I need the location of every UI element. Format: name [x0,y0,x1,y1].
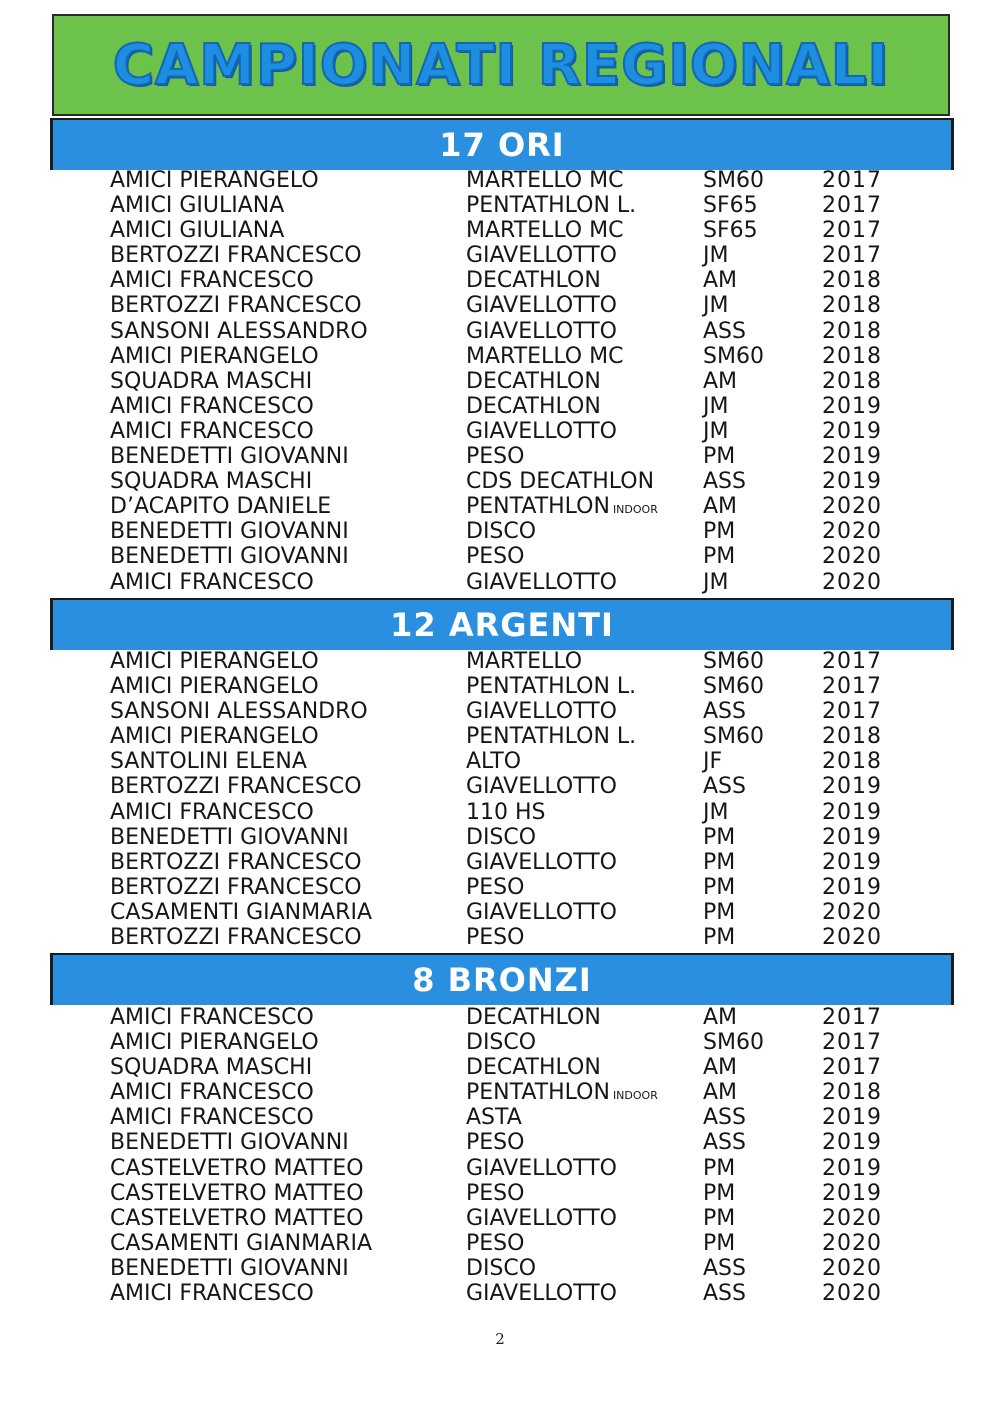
year: 2017 [822,168,882,193]
athlete-name: AMICI PIERANGELO [110,343,319,369]
table-row [0,268,1000,293]
event-cell [466,1105,522,1130]
event-cell [466,749,521,774]
table-row [0,850,1000,875]
category: PM [703,899,736,925]
category: PM [703,874,736,900]
event-cell [466,925,524,950]
athlete-name: CASAMENTI GIANMARIA [110,899,372,925]
athlete-name: AMICI PIERANGELO [110,168,319,193]
section-header-bronze [50,953,954,1005]
event-cell [466,1005,601,1030]
section-header-silver [50,598,954,650]
athlete-name: AMICI FRANCESCO [110,268,314,294]
event-cell [466,800,546,825]
event-name: MARTELLO MC [466,218,624,244]
table-row [0,1105,1000,1130]
event-cell [466,193,636,218]
event-name: DISCO [466,824,537,850]
section-heading: 12 ARGENTI [390,606,614,644]
event-cell [466,369,601,394]
year: 2019 [822,1155,882,1181]
table-row [0,1206,1000,1231]
event-name: 110 HS [466,799,546,825]
event-name: PENTATHLON L. [466,724,637,750]
athlete-name: AMICI PIERANGELO [110,649,319,674]
category: AM [703,1005,738,1030]
event-name: GIAVELLOTTO [466,1155,617,1181]
athlete-name: SQUADRA MASCHI [110,368,313,394]
year: 2019 [822,774,882,800]
athlete-name: AMICI PIERANGELO [110,674,319,700]
year: 2017 [822,1055,882,1081]
table-row [0,243,1000,268]
event-cell [466,825,536,850]
event-name: GIAVELLOTTO [466,699,617,725]
event-name: GIAVELLOTTO [466,849,617,875]
year: 2017 [822,1030,882,1056]
year: 2018 [822,368,882,394]
table-row [0,1055,1000,1080]
year: 2018 [822,749,882,775]
event-cell [466,319,617,344]
table-row [0,1005,1000,1030]
event-cell [466,774,617,799]
year: 2019 [822,1180,882,1206]
year: 2018 [822,293,882,319]
table-row [0,1256,1000,1281]
event-cell [466,850,617,875]
year: 2020 [822,569,882,595]
year: 2020 [822,925,882,951]
table-row [0,1030,1000,1055]
event-cell [466,519,536,544]
event-name: PESO [466,544,525,570]
table-row [0,444,1000,469]
category: AM [703,1055,738,1081]
year: 2020 [822,1205,882,1231]
event-name: CDS DECATHLON [466,469,655,495]
year: 2019 [822,418,882,444]
category: ASS [703,1130,746,1156]
event-cell [466,344,623,369]
table-row [0,749,1000,774]
category: PM [703,1155,736,1181]
category: PM [703,1230,736,1256]
table-row [0,875,1000,900]
event-note: INDOOR [612,503,658,517]
section-heading: 8 BRONZI [412,961,592,999]
year: 2017 [822,699,882,725]
event-cell [466,1156,617,1181]
category: SM60 [703,168,764,193]
year: 2017 [822,674,882,700]
category: AM [703,494,738,520]
table-row [0,570,1000,595]
table-row [0,925,1000,950]
table-row [0,293,1000,318]
results-list-gold [0,168,1000,595]
category: ASS [703,774,746,800]
event-cell [466,1080,658,1108]
table-row [0,900,1000,925]
event-cell [466,674,636,699]
table-row [0,1281,1000,1306]
category: SM60 [703,724,764,750]
event-cell [466,570,617,595]
event-cell [466,1256,536,1281]
athlete-name: AMICI FRANCESCO [110,418,314,444]
table-row [0,544,1000,569]
event-name: GIAVELLOTTO [466,1205,617,1231]
event-name: PENTATHLON L. [466,674,637,700]
category: JM [703,418,729,444]
event-name: PESO [466,1180,525,1206]
category: ASS [703,699,746,725]
event-name: MARTELLO MC [466,343,624,369]
table-row [0,168,1000,193]
athlete-name: BENEDETTI GIOVANNI [110,1130,349,1156]
event-name: GIAVELLOTTO [466,418,617,444]
category: AM [703,368,738,394]
category: PM [703,824,736,850]
event-name: GIAVELLOTTO [466,243,617,269]
event-name: GIAVELLOTTO [466,569,617,595]
athlete-name: BERTOZZI FRANCESCO [110,849,362,875]
event-cell [466,444,524,469]
athlete-name: AMICI FRANCESCO [110,393,314,419]
category: SF65 [703,193,758,219]
event-cell [466,724,636,749]
event-cell [466,394,601,419]
table-row [0,774,1000,799]
event-cell [466,268,601,293]
year: 2019 [822,444,882,470]
year: 2020 [822,544,882,570]
year: 2019 [822,874,882,900]
athlete-name: BERTOZZI FRANCESCO [110,874,362,900]
athlete-name: SQUADRA MASCHI [110,1055,313,1081]
table-row [0,494,1000,519]
year: 2018 [822,268,882,294]
event-name: DECATHLON [466,1055,601,1081]
athlete-name: D’ACAPITO DANIELE [110,494,332,520]
table-row [0,1156,1000,1181]
event-name: GIAVELLOTTO [466,899,617,925]
event-cell [466,218,623,243]
event-name: PENTATHLON [466,494,610,520]
year: 2020 [822,1255,882,1281]
table-row [0,1231,1000,1256]
category: PM [703,925,736,951]
table-row [0,1181,1000,1206]
athlete-name: BENEDETTI GIOVANNI [110,824,349,850]
athlete-name: BENEDETTI GIOVANNI [110,444,349,470]
category: ASS [703,1281,746,1307]
category: SM60 [703,649,764,674]
athlete-name: AMICI FRANCESCO [110,569,314,595]
year: 2020 [822,899,882,925]
page-number: 2 [495,1330,505,1348]
section-heading: 17 ORI [439,126,565,164]
event-note: INDOOR [612,1089,658,1103]
event-name: PENTATHLON [466,1080,610,1106]
athlete-name: CASTELVETRO MATTEO [110,1205,364,1231]
category: PM [703,849,736,875]
athlete-name: BERTOZZI FRANCESCO [110,925,362,951]
category: ASS [703,1105,746,1131]
event-cell [466,243,617,268]
category: ASS [703,318,746,344]
event-name: MARTELLO MC [466,168,624,193]
table-row [0,319,1000,344]
year: 2020 [822,1281,882,1307]
year: 2019 [822,469,882,495]
event-name: PESO [466,925,525,951]
category: JM [703,569,729,595]
table-row [0,649,1000,674]
category: AM [703,1080,738,1106]
athlete-name: CASTELVETRO MATTEO [110,1155,364,1181]
event-name: DISCO [466,1255,537,1281]
event-cell [466,1030,536,1055]
athlete-name: BENEDETTI GIOVANNI [110,519,349,545]
category: PM [703,1180,736,1206]
year: 2019 [822,824,882,850]
event-cell [466,419,617,444]
category: SM60 [703,343,764,369]
results-list-silver [0,649,1000,950]
event-cell [466,1281,617,1306]
athlete-name: AMICI FRANCESCO [110,799,314,825]
category: JM [703,243,729,269]
event-name: PESO [466,874,525,900]
event-cell [466,1181,524,1206]
year: 2019 [822,849,882,875]
athlete-name: SANSONI ALESSANDRO [110,699,368,725]
year: 2017 [822,1005,882,1030]
athlete-name: CASAMENTI GIANMARIA [110,1230,372,1256]
event-name: GIAVELLOTTO [466,318,617,344]
event-cell [466,699,617,724]
event-cell [466,900,617,925]
event-cell [466,469,654,494]
athlete-name: AMICI FRANCESCO [110,1105,314,1131]
athlete-name: SANTOLINI ELENA [110,749,307,775]
athlete-name: SANSONI ALESSANDRO [110,318,368,344]
year: 2017 [822,243,882,269]
athlete-name: AMICI GIULIANA [110,218,285,244]
category: PM [703,544,736,570]
event-cell [466,1231,524,1256]
category: ASS [703,469,746,495]
year: 2019 [822,799,882,825]
page-title: CAMPIONATI REGIONALI [112,32,890,98]
year: 2019 [822,1130,882,1156]
event-cell [466,1206,617,1231]
table-row [0,394,1000,419]
event-name: GIAVELLOTTO [466,774,617,800]
athlete-name: AMICI FRANCESCO [110,1080,314,1106]
event-cell [466,494,658,522]
event-name: PESO [466,444,525,470]
event-name: DISCO [466,1030,537,1056]
event-name: PESO [466,1230,525,1256]
table-row [0,1130,1000,1155]
table-row [0,699,1000,724]
event-name: DECATHLON [466,1005,601,1030]
athlete-name: AMICI FRANCESCO [110,1281,314,1307]
table-row [0,825,1000,850]
table-row [0,469,1000,494]
category: JF [703,749,723,775]
year: 2020 [822,519,882,545]
event-name: ASTA [466,1105,522,1131]
table-row [0,218,1000,243]
event-name: GIAVELLOTTO [466,1281,617,1307]
year: 2017 [822,649,882,674]
category: PM [703,519,736,545]
event-name: MARTELLO [466,649,583,674]
event-cell [466,544,524,569]
event-name: PESO [466,1130,525,1156]
year: 2020 [822,494,882,520]
event-name: DECATHLON [466,393,601,419]
category: JM [703,799,729,825]
event-name: DISCO [466,519,537,545]
category: PM [703,444,736,470]
event-cell [466,649,582,674]
event-cell [466,1055,601,1080]
table-row [0,344,1000,369]
table-row [0,519,1000,544]
table-row [0,800,1000,825]
category: JM [703,293,729,319]
table-row [0,193,1000,218]
year: 2018 [822,343,882,369]
event-cell [466,168,623,193]
table-row [0,419,1000,444]
athlete-name: BENEDETTI GIOVANNI [110,544,349,570]
year: 2019 [822,393,882,419]
section-header-gold [50,118,954,170]
category: JM [703,393,729,419]
category: PM [703,1205,736,1231]
table-row [0,369,1000,394]
table-row [0,674,1000,699]
year: 2017 [822,193,882,219]
athlete-name: BERTOZZI FRANCESCO [110,774,362,800]
event-name: ALTO [466,749,522,775]
category: SM60 [703,1030,764,1056]
category: SF65 [703,218,758,244]
athlete-name: CASTELVETRO MATTEO [110,1180,364,1206]
event-name: GIAVELLOTTO [466,293,617,319]
year: 2018 [822,1080,882,1106]
athlete-name: BERTOZZI FRANCESCO [110,293,362,319]
title-banner [52,14,950,116]
year: 2018 [822,318,882,344]
year: 2020 [822,1230,882,1256]
year: 2019 [822,1105,882,1131]
event-name: PENTATHLON L. [466,193,637,219]
event-cell [466,1130,524,1155]
athlete-name: SQUADRA MASCHI [110,469,313,495]
athlete-name: AMICI PIERANGELO [110,1030,319,1056]
category: AM [703,268,738,294]
event-cell [466,875,524,900]
category: ASS [703,1255,746,1281]
event-name: DECATHLON [466,368,601,394]
event-cell [466,293,617,318]
year: 2018 [822,724,882,750]
category: SM60 [703,674,764,700]
athlete-name: BENEDETTI GIOVANNI [110,1255,349,1281]
table-row [0,1080,1000,1105]
table-row [0,724,1000,749]
athlete-name: AMICI FRANCESCO [110,1005,314,1030]
athlete-name: AMICI GIULIANA [110,193,285,219]
results-list-bronze [0,1005,1000,1306]
event-name: DECATHLON [466,268,601,294]
athlete-name: AMICI PIERANGELO [110,724,319,750]
year: 2017 [822,218,882,244]
athlete-name: BERTOZZI FRANCESCO [110,243,362,269]
